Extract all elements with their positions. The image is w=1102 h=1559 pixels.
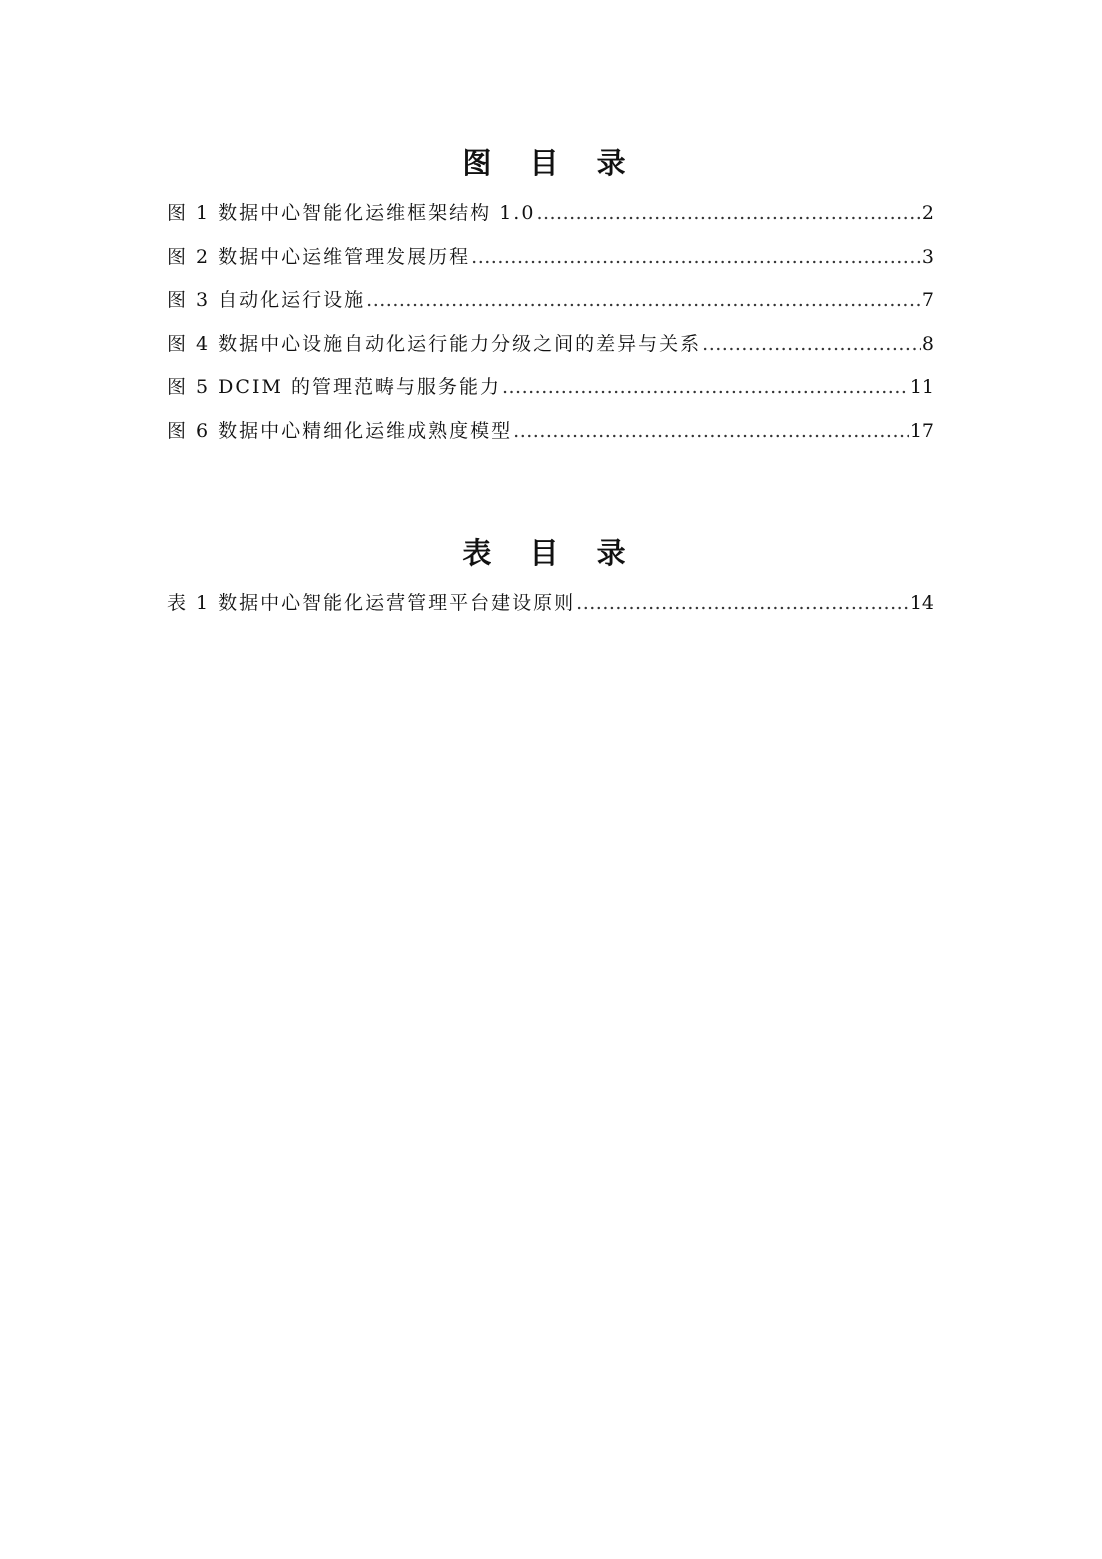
toc-entry-figure-4[interactable] — [167, 329, 934, 373]
toc-entry-label: 图 4 数据中心设施自动化运行能力分级之间的差异与关系 — [167, 332, 702, 355]
toc-entry-label: 图 3 自动化运行设施 — [167, 289, 366, 311]
list-of-tables-title: 表 目 录 — [462, 536, 640, 570]
list-of-figures-title: 图 目 录 — [462, 146, 640, 180]
toc-dot-leader — [513, 416, 909, 446]
toc-entry-figure-1[interactable] — [167, 198, 934, 242]
toc-dot-leader — [536, 198, 920, 228]
toc-entry-label: 图 1 数据中心智能化运维框架结构 1.0 — [167, 202, 536, 224]
toc-dot-leader — [471, 242, 921, 272]
toc-page-number: 2 — [921, 202, 934, 224]
toc-dot-leader — [702, 329, 921, 359]
toc-entry-figure-5[interactable] — [167, 372, 934, 416]
toc-page-number: 7 — [921, 289, 934, 311]
toc-entry-label: 表 1 数据中心智能化运营管理平台建设原则 — [167, 592, 576, 614]
toc-entry-label: 图 6 数据中心精细化运维成熟度模型 — [167, 419, 513, 442]
toc-dot-leader — [366, 285, 921, 315]
toc-entry-label: 图 5 DCIM 的管理范畴与服务能力 — [167, 376, 501, 398]
toc-entry-figure-2[interactable] — [167, 242, 934, 286]
list-of-figures — [167, 198, 934, 459]
toc-entry-label: 图 2 数据中心运维管理发展历程 — [167, 245, 471, 268]
toc-entry-figure-6[interactable] — [167, 416, 934, 460]
toc-entry-table-1[interactable] — [167, 588, 934, 632]
toc-page-number: 8 — [921, 332, 934, 355]
toc-page-number: 14 — [909, 592, 934, 614]
toc-entry-figure-3[interactable] — [167, 285, 934, 329]
toc-page-number: 17 — [909, 419, 934, 442]
toc-page-number: 3 — [921, 245, 934, 268]
toc-page-number: 11 — [909, 376, 934, 398]
list-of-tables — [167, 588, 934, 632]
toc-dot-leader — [502, 372, 909, 402]
toc-dot-leader — [576, 588, 909, 618]
